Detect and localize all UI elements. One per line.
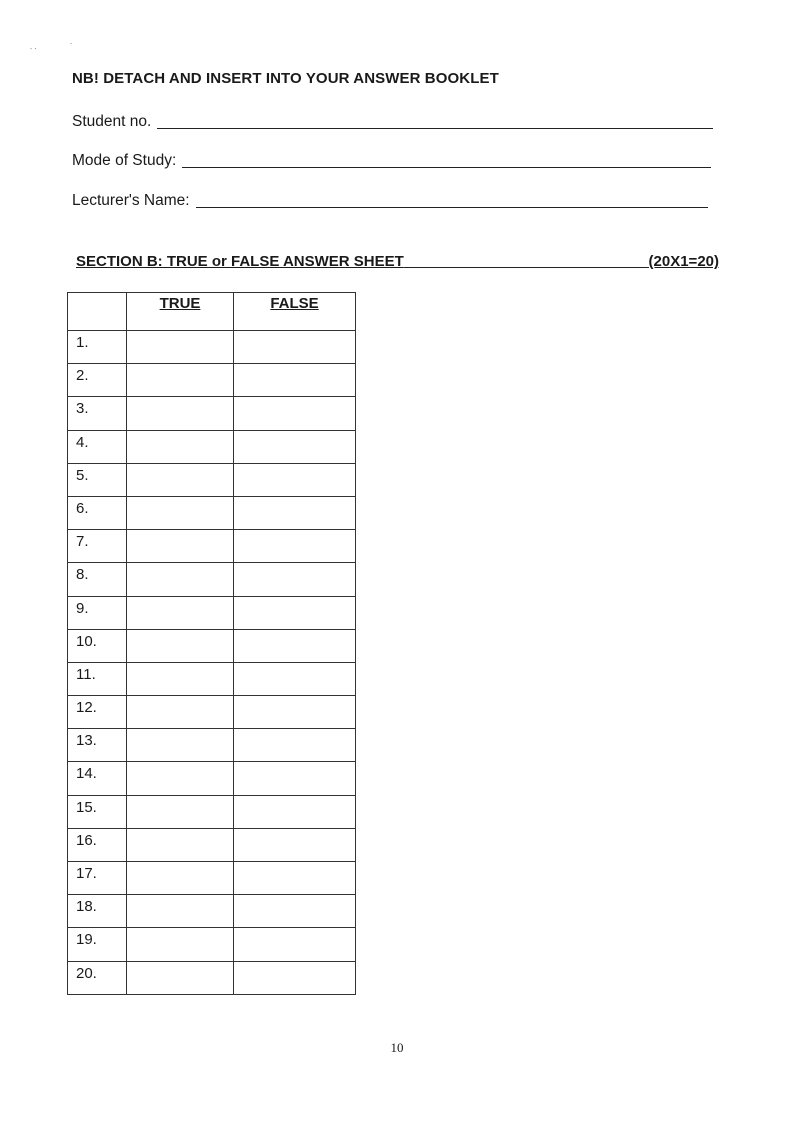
false-answer-cell[interactable]: [234, 961, 356, 994]
false-answer-cell[interactable]: [234, 729, 356, 762]
true-answer-cell[interactable]: [127, 430, 234, 463]
true-answer-cell[interactable]: [127, 961, 234, 994]
true-answer-cell[interactable]: [127, 895, 234, 928]
question-number: 2.: [68, 364, 127, 397]
false-answer-cell[interactable]: [234, 496, 356, 529]
detach-instruction-heading: NB! DETACH AND INSERT INTO YOUR ANSWER BOOKLET: [72, 70, 499, 87]
table-row: [68, 629, 356, 662]
true-answer-cell[interactable]: [127, 596, 234, 629]
question-number: 18.: [68, 895, 127, 928]
question-number: 3.: [68, 397, 127, 430]
answer-table: [67, 292, 356, 995]
table-row: [68, 530, 356, 563]
true-answer-cell[interactable]: [127, 762, 234, 795]
lecturer-name-field: [72, 188, 708, 210]
false-answer-cell[interactable]: [234, 795, 356, 828]
true-answer-cell[interactable]: [127, 397, 234, 430]
table-row: [68, 729, 356, 762]
page-number: 10: [390, 1040, 404, 1055]
lecturer-name-blank-line[interactable]: [196, 207, 708, 208]
table-row: [68, 795, 356, 828]
true-answer-cell[interactable]: [127, 662, 234, 695]
mode-of-study-blank-line[interactable]: [182, 167, 711, 168]
lecturer-name-label: Lecturer's Name:: [72, 192, 190, 209]
question-number: 12.: [68, 696, 127, 729]
student-number-field: [72, 109, 713, 131]
table-row: [68, 596, 356, 629]
question-number: 19.: [68, 928, 127, 961]
true-answer-cell[interactable]: [127, 463, 234, 496]
true-answer-cell[interactable]: [127, 530, 234, 563]
section-title: SECTION B: TRUE or FALSE ANSWER SHEET: [76, 253, 404, 270]
false-answer-cell[interactable]: [234, 762, 356, 795]
false-answer-cell[interactable]: [234, 629, 356, 662]
answer-table-body: [68, 331, 356, 995]
section-heading: [76, 250, 719, 270]
question-number: 11.: [68, 662, 127, 695]
table-row: [68, 496, 356, 529]
false-answer-cell[interactable]: [234, 662, 356, 695]
header-number-cell: [68, 293, 127, 331]
false-answer-cell[interactable]: [234, 530, 356, 563]
table-row: [68, 397, 356, 430]
table-row: [68, 696, 356, 729]
question-number: 7.: [68, 530, 127, 563]
false-answer-cell[interactable]: [234, 928, 356, 961]
answer-table-header-row: [68, 293, 356, 331]
question-number: 1.: [68, 331, 127, 364]
table-row: [68, 928, 356, 961]
table-row: [68, 762, 356, 795]
true-answer-cell[interactable]: [127, 795, 234, 828]
question-number: 13.: [68, 729, 127, 762]
false-answer-cell[interactable]: [234, 596, 356, 629]
student-number-blank-line[interactable]: [157, 128, 713, 129]
question-number: 8.: [68, 563, 127, 596]
false-answer-cell[interactable]: [234, 331, 356, 364]
header-false-cell: [234, 293, 356, 331]
false-column-label: FALSE: [270, 295, 319, 312]
false-answer-cell[interactable]: [234, 463, 356, 496]
true-answer-cell[interactable]: [127, 729, 234, 762]
false-answer-cell[interactable]: [234, 696, 356, 729]
question-number: 4.: [68, 430, 127, 463]
student-number-label: Student no.: [72, 113, 152, 130]
false-answer-cell[interactable]: [234, 430, 356, 463]
table-row: [68, 662, 356, 695]
true-answer-cell[interactable]: [127, 563, 234, 596]
false-answer-cell[interactable]: [234, 364, 356, 397]
question-number: 14.: [68, 762, 127, 795]
table-row: [68, 862, 356, 895]
false-answer-cell[interactable]: [234, 895, 356, 928]
scan-speck: ⸳ ⸳: [30, 43, 37, 52]
section-rule: [404, 267, 649, 268]
question-number: 6.: [68, 496, 127, 529]
question-number: 20.: [68, 961, 127, 994]
scan-speck: ⸳: [70, 38, 73, 47]
question-number: 9.: [68, 596, 127, 629]
true-answer-cell[interactable]: [127, 862, 234, 895]
table-row: [68, 961, 356, 994]
table-row: [68, 563, 356, 596]
false-answer-cell[interactable]: [234, 397, 356, 430]
true-column-label: TRUE: [159, 295, 201, 312]
table-row: [68, 331, 356, 364]
table-row: [68, 364, 356, 397]
false-answer-cell[interactable]: [234, 563, 356, 596]
true-answer-cell[interactable]: [127, 696, 234, 729]
question-number: 15.: [68, 795, 127, 828]
true-answer-cell[interactable]: [127, 928, 234, 961]
true-answer-cell[interactable]: [127, 364, 234, 397]
table-row: [68, 463, 356, 496]
true-answer-cell[interactable]: [127, 331, 234, 364]
table-row: [68, 895, 356, 928]
question-number: 16.: [68, 828, 127, 861]
table-row: [68, 430, 356, 463]
table-row: [68, 828, 356, 861]
mode-of-study-field: [72, 148, 711, 170]
false-answer-cell[interactable]: [234, 862, 356, 895]
section-marks: (20X1=20): [648, 253, 719, 270]
false-answer-cell[interactable]: [234, 828, 356, 861]
header-true-cell: [127, 293, 234, 331]
question-number: 10.: [68, 629, 127, 662]
true-answer-cell[interactable]: [127, 496, 234, 529]
mode-of-study-label: Mode of Study:: [72, 152, 177, 169]
question-number: 5.: [68, 463, 127, 496]
true-answer-cell[interactable]: [127, 629, 234, 662]
question-number: 17.: [68, 862, 127, 895]
true-answer-cell[interactable]: [127, 828, 234, 861]
